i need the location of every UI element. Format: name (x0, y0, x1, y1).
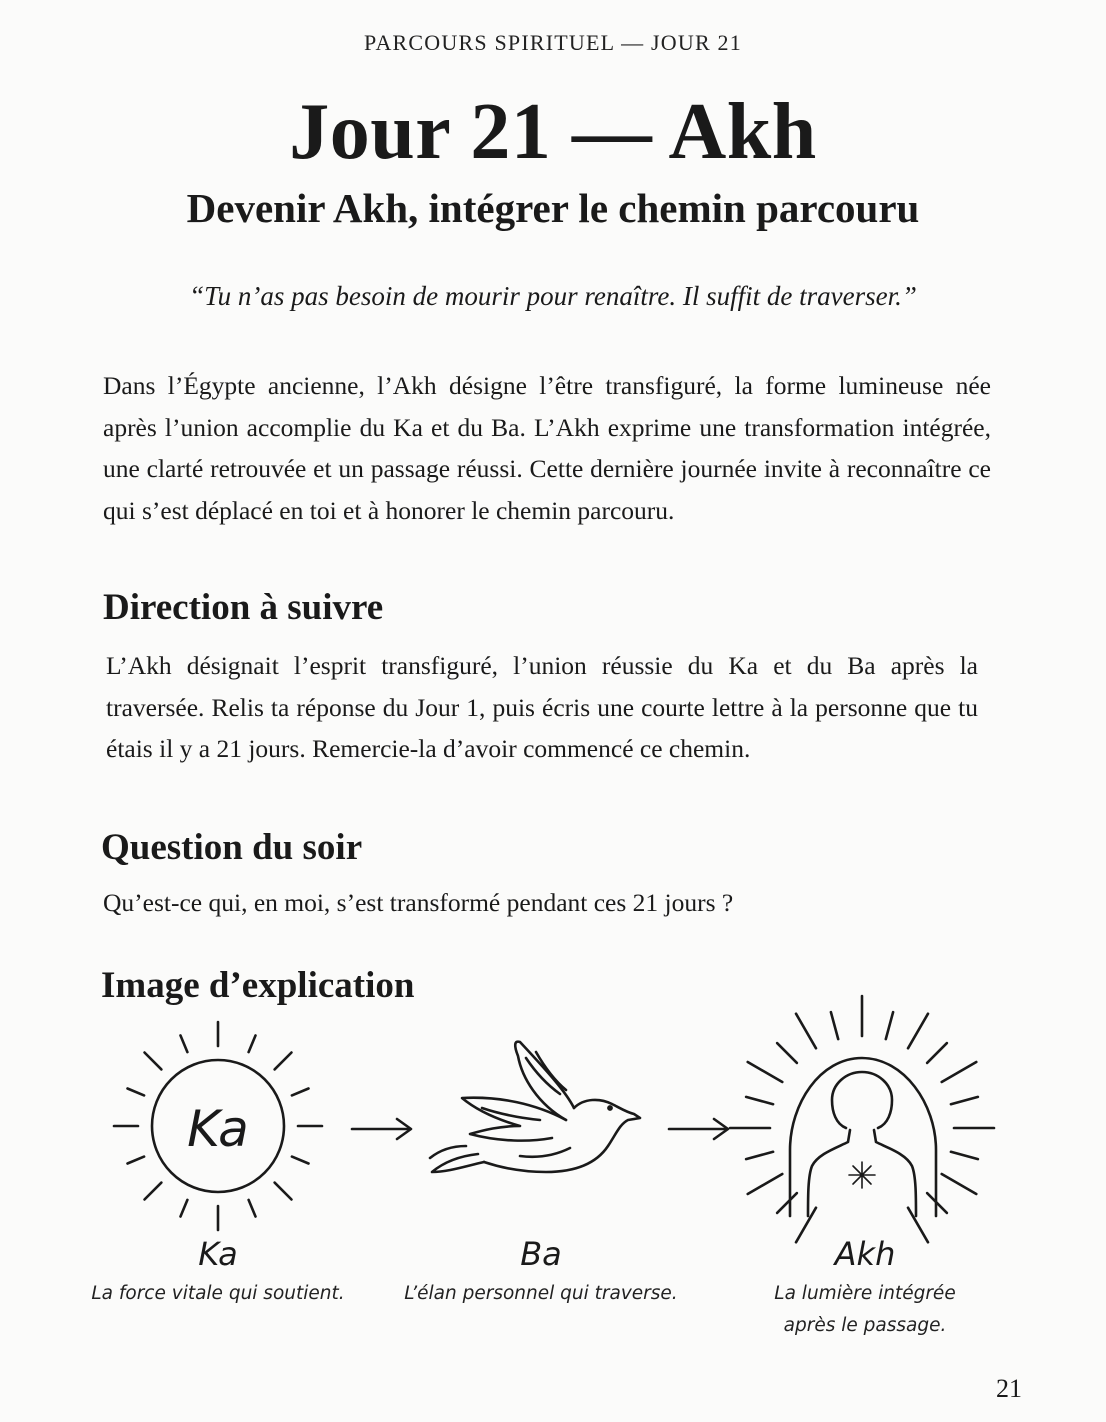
light-ray (942, 1062, 977, 1082)
light-ray (249, 1200, 256, 1217)
light-ray (145, 1183, 162, 1200)
direction-paragraph: L’Akh désignait l’esprit transfiguré, l’union réussie du Ka et du Ba après la traversée. Relis ta réponse du Jour 1, puis écris une courte lettre à la personne que tu étais il y a 21 jours. Remercie-la d’avoir commencé ce chemin. (106, 651, 978, 763)
light-ray (908, 1014, 928, 1049)
light-ray (746, 1152, 773, 1159)
akh-caption-description-line2: après le passage. (783, 1315, 947, 1336)
intro-paragraph: Dans l’Égypte ancienne, l’Akh désigne l’être transfiguré, la forme lumineuse née après l’union accomplie du Ka et du Ba. L’Akh exprime une transformation intégrée, une clarté retrouvée et un passage réussi. Cette dernière journée invite à reconnaître ce qui s’est déplacé en toi et à honorer le chemin parcouru. (103, 371, 991, 525)
light-ray (748, 1062, 783, 1082)
light-ray (777, 1193, 797, 1213)
akh-caption-name: Akh (834, 1235, 896, 1273)
evening-question-text: Qu’est-ce qui, en moi, s’est transformé pendant ces 21 jours ? (103, 888, 734, 917)
epigraph-quote: “Tu n’as pas besoin de mourir pour renaître. Il suffit de traverser.” (189, 281, 917, 311)
light-ray (927, 1043, 947, 1063)
ba-caption-description: L’élan personnel qui traverse. (404, 1283, 678, 1304)
light-ray (292, 1157, 309, 1164)
light-ray (746, 1097, 773, 1104)
dove-icon (430, 1042, 640, 1172)
light-ray (128, 1157, 145, 1164)
light-ray (275, 1053, 292, 1070)
running-head: PARCOURS SPIRITUEL — JOUR 21 (364, 30, 742, 55)
evening-question-heading: Question du soir (101, 827, 363, 868)
light-ray (249, 1036, 256, 1053)
light-ray (181, 1200, 188, 1217)
arrow-right-icon (352, 1119, 411, 1139)
light-ray (145, 1053, 162, 1070)
light-ray (831, 1012, 838, 1039)
light-ray (951, 1152, 978, 1159)
light-ray (796, 1014, 816, 1049)
page-number: 21 (996, 1374, 1022, 1403)
arrow-right-icon (669, 1119, 728, 1139)
explanation-heading: Image d’explication (101, 965, 415, 1006)
light-ray (748, 1174, 783, 1194)
page-title: Jour 21 — Akh (289, 88, 817, 176)
light-ray (777, 1043, 797, 1063)
light-ray (292, 1089, 309, 1096)
light-ray (128, 1089, 145, 1096)
light-ray (886, 1012, 893, 1039)
ka-caption-description: La force vitale qui soutient. (91, 1283, 345, 1304)
light-ray (951, 1097, 978, 1104)
ka-symbol-label: Ka (187, 1100, 249, 1158)
sun-circle-icon (114, 1022, 322, 1230)
direction-heading: Direction à suivre (103, 587, 384, 628)
radiant-figure-icon (730, 996, 994, 1242)
akh-caption-description-line1: La lumière intégrée (774, 1283, 956, 1304)
light-ray (181, 1036, 188, 1053)
light-ray (275, 1183, 292, 1200)
light-ray (942, 1174, 977, 1194)
ba-caption-name: Ba (520, 1235, 562, 1273)
ka-caption-name: Ka (198, 1235, 238, 1273)
page-subtitle: Devenir Akh, intégrer le chemin parcouru (186, 185, 920, 231)
